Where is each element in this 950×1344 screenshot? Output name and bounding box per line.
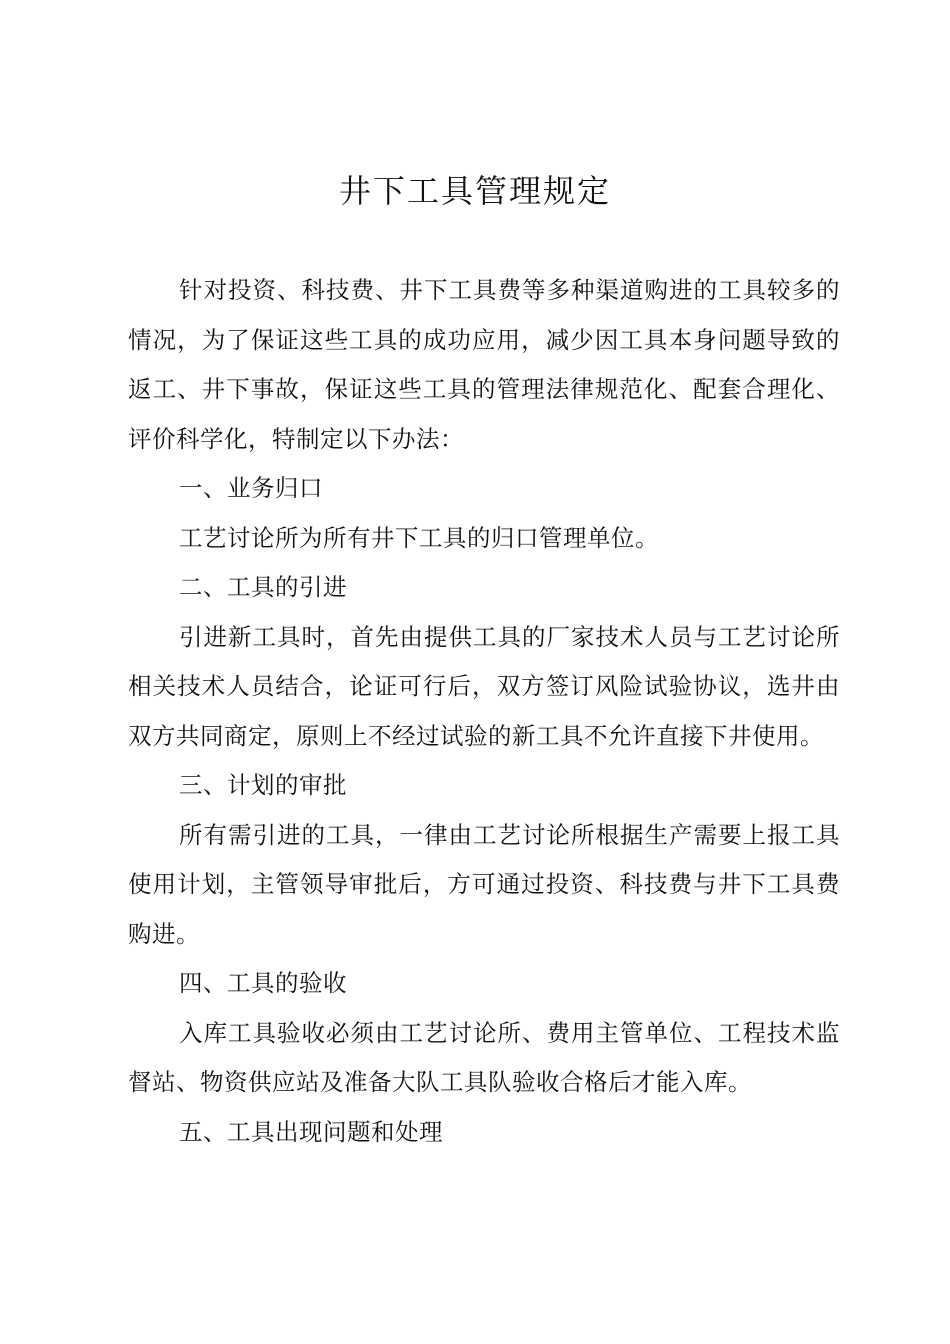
section-paragraph-1: 工艺讨论所为所有井下工具的归口管理单位。 <box>179 523 659 552</box>
document-body <box>128 266 840 1157</box>
section-heading-5: 五、工具出现问题和处理 <box>179 1117 443 1146</box>
section-paragraph-3: 所有需引进的工具，一律由工艺讨论所根据生产需要上报工具使用计划，主管领导审批后，方可通过投资、科技费与井下工具费购进。 <box>128 820 840 948</box>
section-heading-2: 二、工具的引进 <box>179 573 347 601</box>
section-heading-3: 三、计划的审批 <box>179 771 347 799</box>
section-heading-1: 一、业务归口 <box>179 474 323 502</box>
section-paragraph-2: 引进新工具时，首先由提供工具的厂家技术人员与工艺讨论所相关技术人员结合，论证可行后，双方签订风险试验协议，选井由双方共同商定，原则上不经过试验的新工具不允许直接下井使用。 <box>128 622 840 750</box>
document-title: 井下工具管理规定 <box>338 172 611 210</box>
section-heading-4: 四、工具的验收 <box>179 969 347 997</box>
intro-paragraph: 针对投资、科技费、井下工具费等多种渠道购进的工具较多的情况，为了保证这些工具的成功应用，减少因工具本身问题导致的返工、井下事故，保证这些工具的管理法律规范化、配套合理化、评价科学化，特制定以下办法： <box>128 276 840 453</box>
section-paragraph-4: 入库工具验收必须由工艺讨论所、费用主管单位、工程技术监督站、物资供应站及准备大队工具队验收合格后才能入库。 <box>128 1018 840 1096</box>
